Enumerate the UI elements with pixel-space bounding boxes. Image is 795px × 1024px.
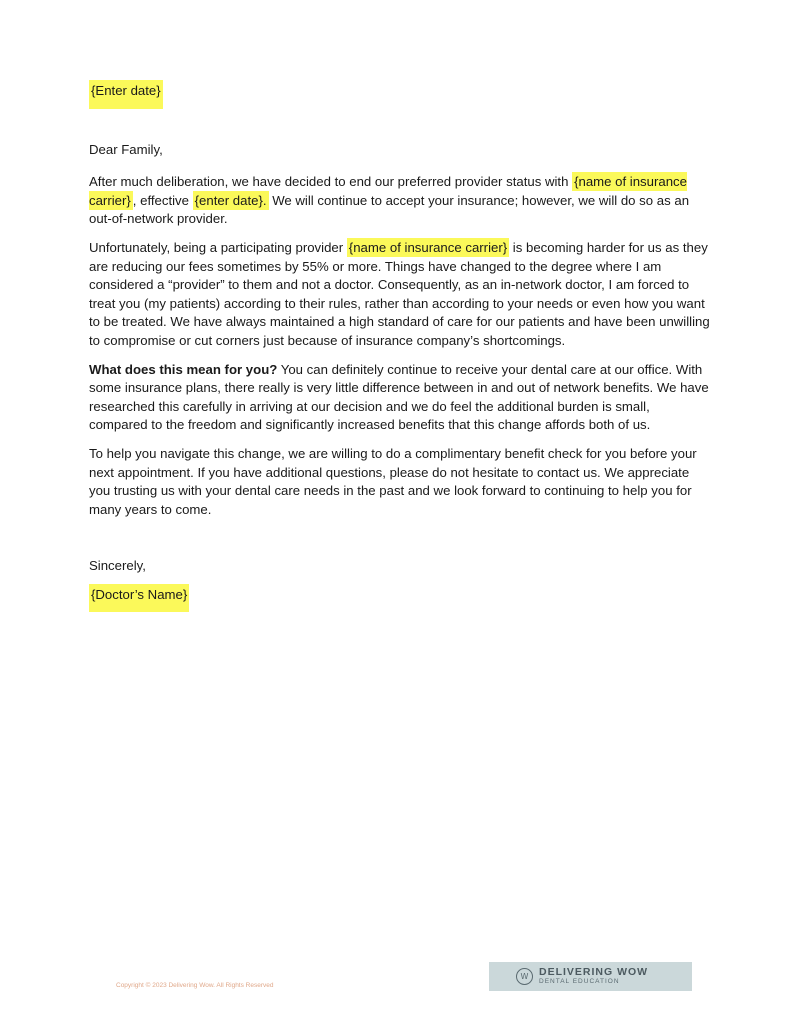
copyright-notice: Copyright © 2023 Delivering Wow. All Rights Reserved xyxy=(116,982,274,989)
insurance-carrier-placeholder: {name of insurance carrier} xyxy=(348,239,508,255)
letter-body xyxy=(89,80,711,612)
date-placeholder: {Enter date} xyxy=(89,80,163,109)
paragraph-1-text-c: , effective xyxy=(132,192,193,208)
salutation: Dear Family, xyxy=(89,141,163,157)
paragraph-1 xyxy=(89,173,711,229)
paragraph-3-text: You can definitely continue to receive your dental care at our office. With some insurance plans, there really is very little difference between in and out of network benefits. We have researched this carefully in arriving at our decision and we do feel the additional burden is small, compared to the freedom and significantly increased benefits that this change affords both of us. xyxy=(89,361,709,433)
paragraph-2-text-a: Unfortunately, being a participating provider xyxy=(89,239,347,255)
logo-subtitle: DENTAL EDUCATION xyxy=(539,978,620,985)
logo-w-icon: W xyxy=(516,968,533,985)
logo-text xyxy=(539,967,648,986)
effective-date-placeholder: {enter date}. xyxy=(194,192,267,208)
insurance-carrier-placeholder: {name of insurance carrier} xyxy=(89,174,687,208)
logo-title: DELIVERING WOW xyxy=(539,966,649,978)
doctor-name-placeholder: {Doctor’s Name} xyxy=(89,584,189,613)
paragraph-3 xyxy=(89,361,711,435)
closing: Sincerely, xyxy=(89,558,146,574)
paragraph-3-heading: What does this mean for you? xyxy=(89,361,278,377)
paragraph-1-text-a: After much deliberation, we have decided to end our preferred provider status with xyxy=(89,174,573,190)
paragraph-1-text-e: We will continue to accept your insurance; however, we will do so as an out-of-network provider. xyxy=(89,192,690,227)
paragraph-2-text-c: is becoming harder for us as they are reducing our fees sometimes by 55% or more. Things have changed to the degree where I am considered a “provider” to them and not a doctor. Consequently, as an in-network doctor, I am forced to treat you (my patients) according to their rules, rather than according to your needs or even how you want to be treated. We have always maintained a high standard of care for our patients and have been unwilling to compromise or cut corners just because of insurance company’s shortcomings. xyxy=(89,239,710,348)
paragraph-4: To help you navigate this change, we are willing to do a complimentary benefit check for you before your next appointment. If you have additional questions, please do not hesitate to contact us. We appreciate you trusting us with your dental care needs in the past and we look forward to continuing to help you for many years to come. xyxy=(89,445,697,517)
paragraph-2 xyxy=(89,239,711,351)
delivering-wow-logo xyxy=(489,962,692,991)
